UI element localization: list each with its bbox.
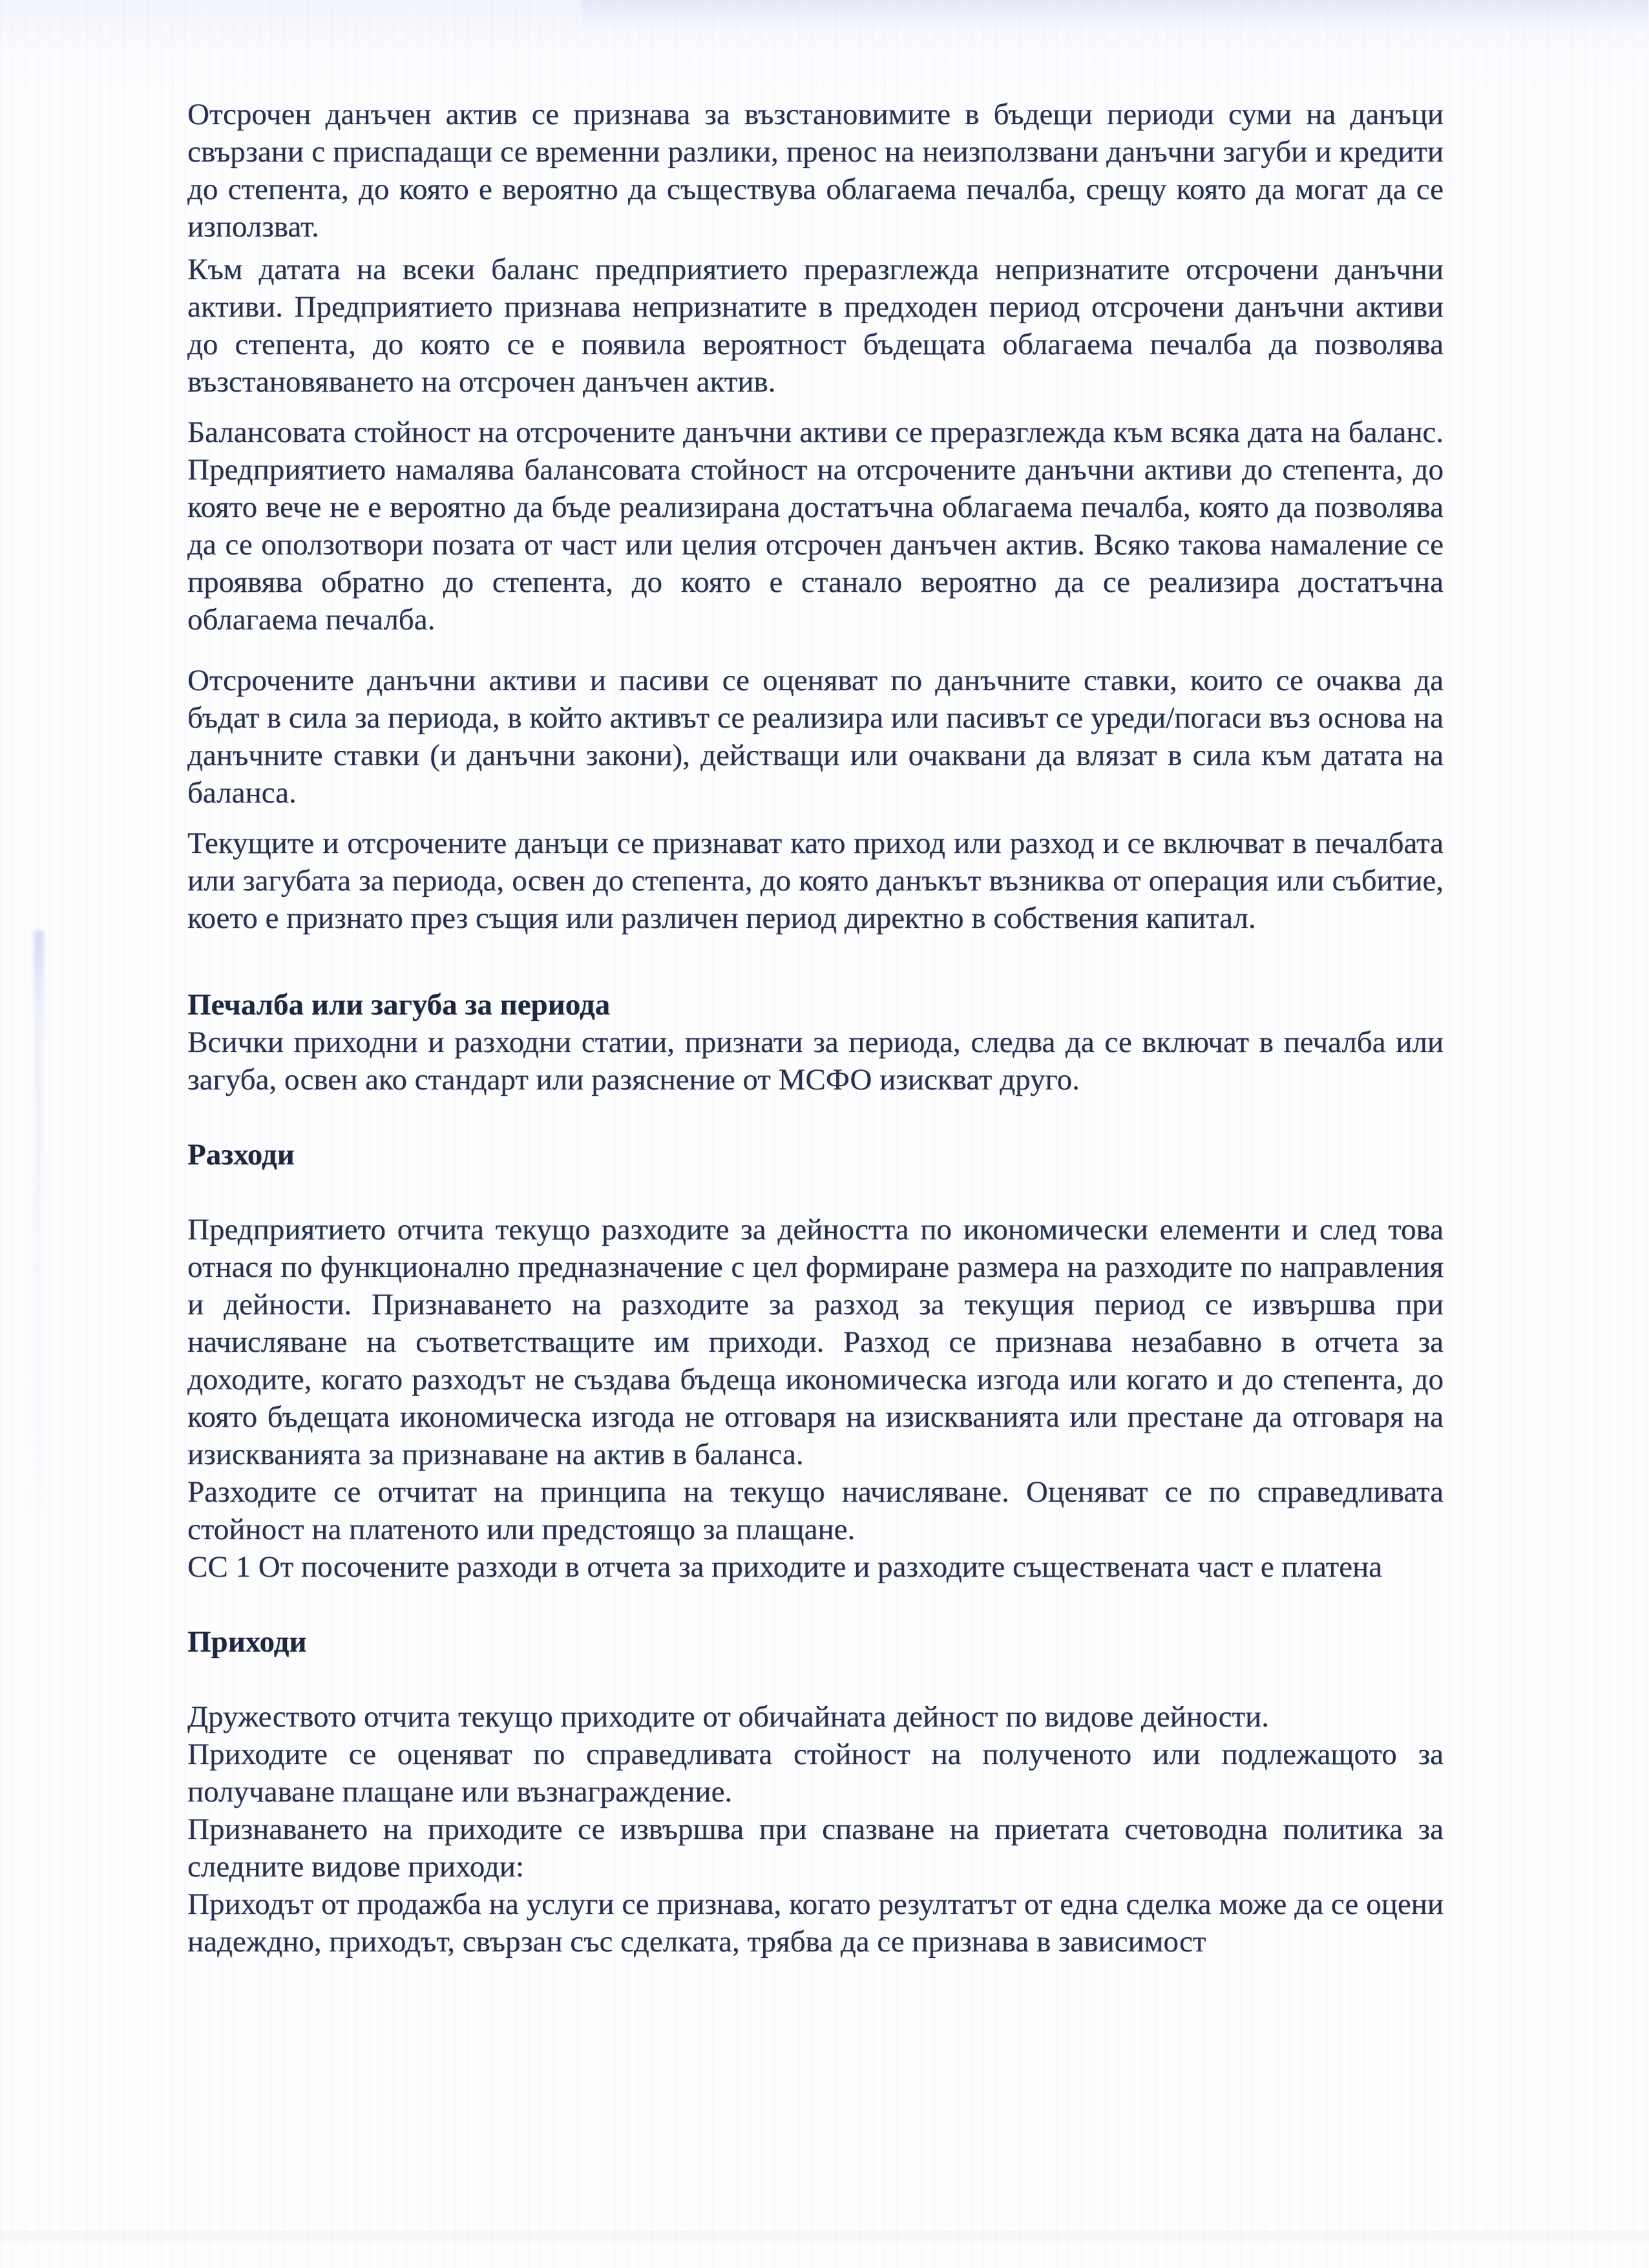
paragraph: СС 1 От посочените разходи в отчета за приходите и разходите съществената част е платена — [187, 1550, 1382, 1584]
paragraph: Предприятието отчита текущо разходите за дейността по икономически елементи и след това отнася по функционално предназначение с цел формиране размера на разходите по направления и дейности. Признаването на разходите за разход за текущия период се извършва при начисляване на съответстващите им приходи. Разход се признава незабавно в отчета за доходите, когато разходът не създава бъдеща икономическа изгода или когато и до степента, до която бъдещата икономическа изгода не отговаря на изискванията или престане да отговаря на изискванията за признаване на актив в баланса. — [187, 1213, 1444, 1471]
paragraph: Отсрочените данъчни активи и пасиви се оценяват по данъчните ставки, които се очаква да бъдат в сила за периода, в който активът се реализира или пасивът се уреди/погаси въз основа на данъчните ставки (и данъчни закони), действащи или очаквани да влязат в сила към датата на баланса. — [187, 664, 1444, 810]
paragraph: Дружеството отчита текущо приходите от обичайната дейност по видове дейности. — [187, 1700, 1269, 1734]
scan-artifact-left-streak — [34, 930, 44, 1512]
paragraph: Приходите се оценяват по справедливата стойност на полученото или подлежащото за получаване плащане или възнаграждение. — [187, 1738, 1444, 1809]
paragraph: Текущите и отсрочените данъци се признават като приход или разход и се включват в печалбата или загубата за периода, освен до степента, до която данъкът възниква от операция или събитие, което е признато през същия или различен период директно в собствения капитал. — [187, 826, 1444, 935]
paragraph: Отсрочен данъчен актив се признава за възстановимите в бъдещи периоди суми на данъци свързани с приспадащи се временни разлики, пренос на неизползвани данъчни загуби и кредити до степента, до която е вероятно да съществува облагаема печалба, срещу която да могат да се използват. — [187, 98, 1444, 244]
paragraph: Приходът от продажба на услуги се признава, когато резултатът от една сделка може да се оцени надеждно, приходът, свързан със сделката, трябва да се признава в зависимост — [187, 1887, 1444, 1958]
section-heading: Приходи — [187, 1625, 307, 1659]
section-heading: Разходи — [187, 1138, 295, 1171]
paragraph: Всички приходни и разходни статии, признати за периода, следва да се включат в печалба или загуба, освен ако стандарт или разяснение от МСФО изискват друго. — [187, 1025, 1444, 1097]
scan-artifact-top-tint — [582, 0, 1648, 30]
paragraph: Разходите се отчитат на принципа на текущо начисляване. Оценяват се по справедливата стойност на платеното или предстоящо за плащане. — [187, 1475, 1444, 1546]
document-text-block — [187, 96, 1444, 1960]
section-heading: Печалба или загуба за периода — [187, 988, 611, 1022]
paragraph: Балансовата стойност на отсрочените данъчни активи се преразглежда към всяка дата на баланс. Предприятието намалява балансовата стойност на отсрочените данъчни активи до степента, до която вече не е вероятно да бъде реализирана достатъчна облагаема печалба, която да позволява да се оползотвори позата от част или целия отсрочен данъчен актив. Всяко такова намаление се проявява обратно до степента, до която е станало вероятно да се реализира достатъчна облагаема печалба. — [187, 415, 1444, 636]
paragraph: Признаването на приходите се извършва при спазване на приетата счетоводна политика за следните видове приходи: — [187, 1812, 1444, 1884]
scan-artifact-bottom-band — [0, 2231, 1649, 2247]
paragraph: Към датата на всеки баланс предприятието преразглежда непризнатите отсрочени данъчни активи. Предприятието признава непризнатите в предходен период отсрочени данъчни активи до степента, до която се е появила вероятност бъдещата облагаема печалба да позволява възстановяването на отсрочен данъчен актив. — [187, 253, 1444, 399]
